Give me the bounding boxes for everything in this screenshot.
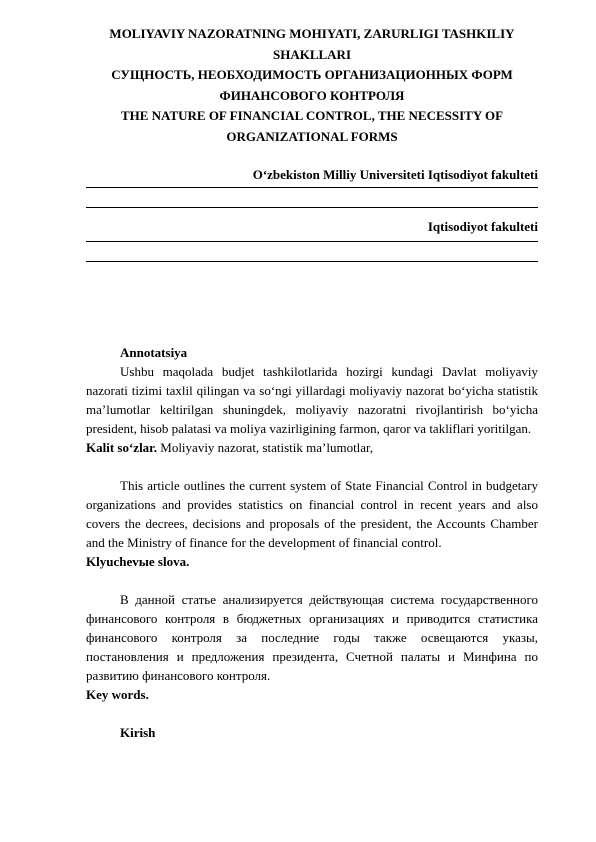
keywords-ru-label: Klyuchevыe slova. [86, 554, 190, 569]
divider-line [86, 187, 538, 188]
annotation-ru: В данной статье анализируется действующая система государственного финансового контроля в бюджетных организациях и приводится статистика финансового контроля за последние годы также освещаются указы, постановления и предложения президента, Счетной палаты и Минфина по развитию финансового контроля. [86, 592, 538, 683]
title-line: ORGANIZATIONAL FORMS [226, 128, 398, 144]
keywords-uz-text: Moliyaviy nazorat, statistik ma’lumotlar, [157, 440, 374, 455]
keywords-en-label: Key words. [86, 687, 149, 702]
title-line: ФИНАНСОВОГО КОНТРОЛЯ [219, 87, 405, 103]
keywords-uz-label: Kalit so‘zlar. [86, 440, 158, 455]
title-line: SHAKLLARI [272, 46, 352, 62]
keywords-uz [86, 438, 538, 457]
divider-line [86, 207, 538, 208]
title-line: THE NATURE OF FINANCIAL CONTROL, THE NECESSITY OF [120, 108, 504, 123]
title-line: СУЩНОСТЬ, НЕОБХОДИМОСТЬ ОРГАНИЗАЦИОННЫХ ФОРМ [111, 67, 513, 82]
annotation-heading: Annotatsiya [120, 345, 188, 360]
title-line: MOLIYAVIY NAZORATNING MOHIYATI, ZARURLIGI TASHKILIY [109, 26, 515, 41]
affiliation-line-1: O‘zbekiston Milliy Universiteti Iqtisodiyot fakulteti [252, 167, 538, 182]
annotation-en: This article outlines the current system of State Financial Control in budgetary organizations and provides statistics on financial control in recent years and also covers the decrees, decisions and proposals of the president, the Accounts Chamber and the Ministry of finance for the development of financial control. [86, 478, 538, 550]
annotation-uz: Ushbu maqolada budjet tashkilotlarida hozirgi kundagi Davlat moliyaviy nazorati tizimi taxlil qilingan va so‘ngi yillardagi moliyaviy nazorat bo‘yicha statistik ma’lumotlar keltirilgan shuningdek, moliyaviy nazoratni rivojlantirish bo‘yicha president, hisob palatasi va moliya vazirligining farmon, qaror va takliflari yoritilgan. [86, 364, 538, 436]
divider-line [86, 261, 538, 262]
article-title [86, 24, 538, 147]
intro-heading: Kirish [120, 725, 156, 740]
document-page [86, 24, 538, 742]
divider-line [86, 241, 538, 242]
affiliation-line-2: Iqtisodiyot fakulteti [427, 219, 538, 234]
